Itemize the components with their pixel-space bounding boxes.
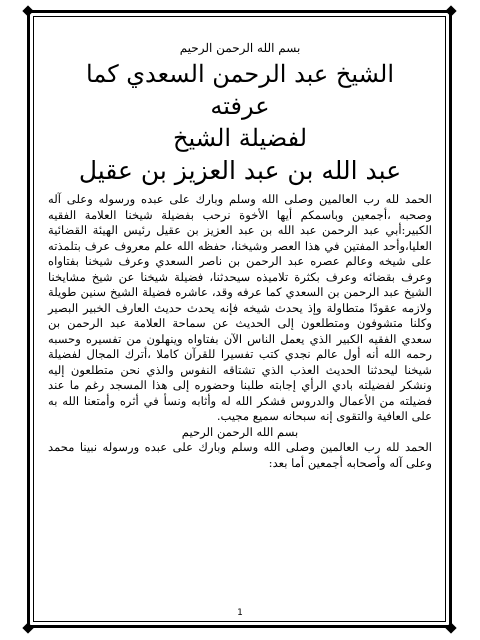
- title-line-2: عرفته: [210, 92, 270, 120]
- title-line-4: عبد الله بن عبد العزيز بن عقيل: [78, 156, 402, 185]
- title-line-3: لفضيلة الشيخ: [172, 124, 308, 152]
- basmala-header: بسم الله الرحمن الرحيم: [179, 41, 301, 55]
- body-paragraph: الحمد لله رب العالمين وصلى الله وسلم وبارك على عبده ورسوله وعلى آله وصحبه ،أجمعين وباسمكم أيها الأخوة نرحب بفضيلة شيخنا العلامة الفقيه الكبير:أبي عبد الرحمن عبد الله بن عبد العزيز بن عقيل رئيس الهيئة القضائية العليا،وأحد المفتين في هذا العصر وشيخنا، حفظه الله علم معروف عرف بتلمذته على شيخه وعالم عصره عبد الرحمن بن ناصر السعدي وعرف شيخنا بفتاواه وعرف بقضائه وعرف بكثرة تلاميذه سيحدثنا، فضيلة شيخنا عن شيخ مشايخنا الشيخ عبد الرحمن بن السعدي كما عرفه وقد، عاشره فضيلة الشيخ سنين طويلة ولازمه عقودًا متطاولة وإذ يحدث شيخه فإنه يحدث حديث العارف الخبير البصير وكلنا متشوفون ومتطلعون إلى الحديث عن سماحة العلامة عبد الرحمن بن سعدي الفقيه الكبير الذي يعمل الناس الآن بفتاواه وينهلون من تفسيره وحسبه رحمه الله أنه أول عالم نجدي كتب تفسيرا للقرآن كاملا ،أترك المجال لفضيلة شيخنا ليحدثنا الحديث العذب الذي تشتاقه النفوس والذي نحن متطلعون إليه ونشكر لفضيلته بادي الرأي إجابته طلبنا وحضوره إلى هذا المسجد رغم ما عند فضيلته من الأعمال والدروس فشكر الله له وأثابه ونسأ في أثره وأمتعنا الله به على العافية والتقوى إنه سبحانه سميع مجيب.: [48, 192, 432, 423]
- page-number: 1: [237, 608, 243, 618]
- closing-paragraph: الحمد لله رب العالمين وصلى الله وسلم وبارك على عبده ورسوله نبينا محمد وعلى آله وأصحابه أجمعين أما بعد:: [48, 440, 432, 470]
- body-text: [48, 192, 432, 425]
- document-content: [48, 40, 432, 471]
- second-basmala: بسم الله الرحمن الرحيم: [181, 424, 299, 439]
- title-line-1: الشيخ عبد الرحمن السعدي كما: [86, 60, 394, 88]
